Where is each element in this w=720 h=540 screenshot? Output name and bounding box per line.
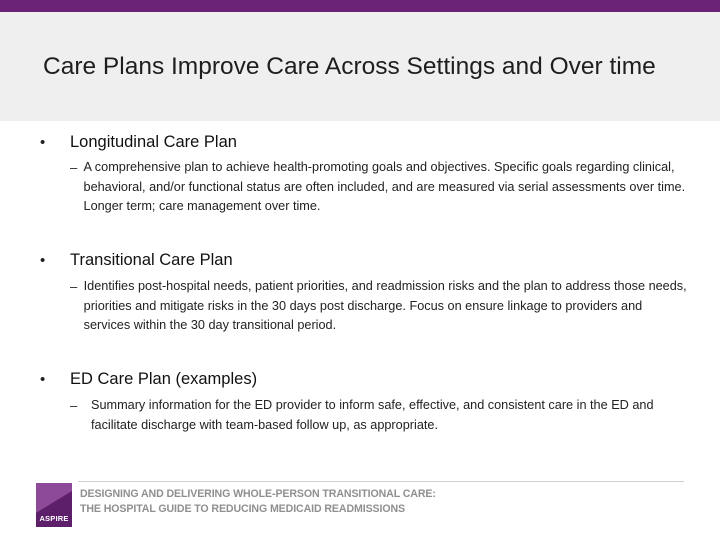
bullet-heading: Longitudinal Care Plan [70,133,237,151]
bullet-heading: ED Care Plan (examples) [70,370,258,388]
top-accent-bar [0,0,720,12]
bullet-longitudinal-care-plan [40,133,700,152]
sub-item-text: A comprehensive plan to achieve health-promoting goals and objectives. Specific goals regarding clinical, behavioral, and/or functional status are often included, and are measured via serial assessments over time. Longer term; care management over time. [83,160,686,213]
bullet-dot: • [40,252,46,269]
bullet-dot: • [40,134,46,151]
bullet-ed-care-plan [40,370,700,389]
sub-dash: – [70,398,78,413]
aspire-logo [36,483,72,527]
bullet-transitional-care-plan [40,251,700,270]
sub-item-text: Identifies post-hospital needs, patient priorities, and readmission risks and the plan to address those needs, priorities and mitigate risks in the 30 days post discharge. Focus on ensure linkage to providers and services within the 30 day transitional period. [83,279,687,332]
sub-item-transitional [70,277,690,336]
logo-label: ASPIRE [39,514,69,523]
sub-dash: – [70,160,78,175]
footer-divider [78,481,684,482]
slide-title: Care Plans Improve Care Across Settings and Over time [43,53,656,80]
sub-item-longitudinal [70,158,690,217]
bullet-heading: Transitional Care Plan [70,251,233,269]
footer-line-2: THE HOSPITAL GUIDE TO REDUCING MEDICAID READMISSIONS [80,503,405,515]
sub-item-text: Summary information for the ED provider to inform safe, effective, and consistent care in the ED and facilitate discharge with team-based follow up, as appropriate. [91,398,654,432]
bullet-dot: • [40,371,46,388]
sub-item-ed [70,396,690,435]
footer-line-1: DESIGNING AND DELIVERING WHOLE-PERSON TRANSITIONAL CARE: [80,488,436,500]
sub-dash: – [70,279,78,294]
